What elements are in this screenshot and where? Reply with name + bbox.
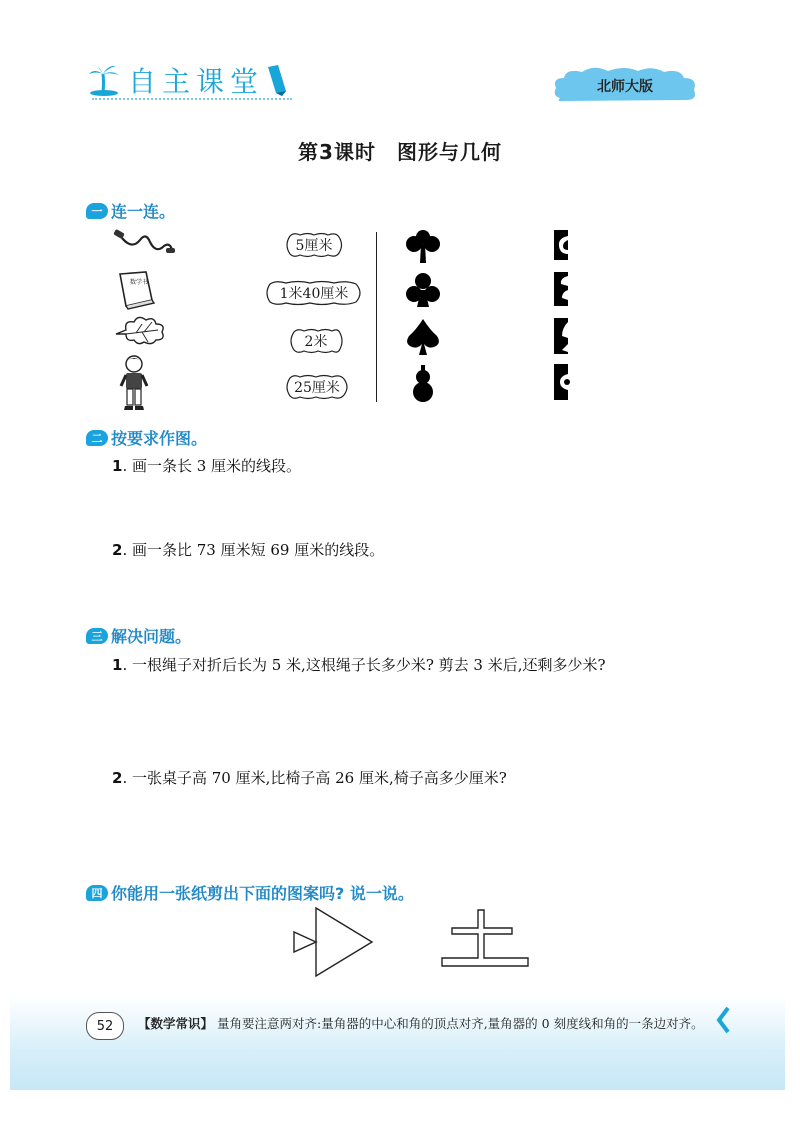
- section-3-badge: 三: [86, 628, 108, 644]
- spade-shape[interactable]: [406, 318, 440, 356]
- header-dotted-line: [92, 98, 292, 100]
- length-option-4-label: 25厘米: [294, 380, 340, 396]
- palm-tree-icon: [86, 62, 122, 98]
- question-number: 2: [112, 541, 123, 559]
- edition-badge: [552, 66, 698, 106]
- arrow-triangle-figure: [288, 906, 378, 978]
- math-tip: [138, 1012, 718, 1036]
- header-logo: [86, 58, 290, 102]
- logo-text: 自主课堂: [128, 65, 265, 98]
- earth-character-figure: [438, 906, 534, 970]
- question-text: . 一根绳子对折后长为 5 米,这根绳子长多少米? 剪去 3 米后,还剩多少米?: [122, 656, 606, 674]
- club-shape[interactable]: [405, 272, 441, 308]
- section-3-title: 解决问题。: [111, 627, 192, 646]
- length-option-3[interactable]: [288, 328, 344, 354]
- question-number: 2: [112, 769, 123, 787]
- math-tip-text: 量角要注意两对齐:量角器的中心和角的顶点对齐,量角器的 0 刻度线和角的一条边对齐。: [217, 1016, 704, 1031]
- column-divider: [376, 232, 377, 402]
- section-4-title: 你能用一张纸剪出下面的图案吗? 说一说。: [111, 884, 414, 903]
- footer-band: [10, 996, 785, 1090]
- section-4-heading: [86, 881, 414, 904]
- section-2-question-1: [112, 455, 301, 476]
- length-option-2[interactable]: [264, 280, 364, 306]
- question-number: 1: [112, 457, 123, 475]
- length-option-4[interactable]: [284, 374, 350, 400]
- book-label: 数学书: [130, 279, 149, 286]
- half-shape-3[interactable]: [554, 318, 572, 354]
- question-text: . 一张桌子高 70 厘米,比椅子高 26 厘米,椅子高多少厘米?: [122, 769, 507, 787]
- lesson-title: 第3课时 图形与几何: [298, 140, 502, 164]
- half-shape-4[interactable]: [554, 364, 572, 400]
- half-shape-2[interactable]: [554, 272, 572, 306]
- pencil-icon: [264, 63, 290, 97]
- section-3-heading: [86, 624, 191, 647]
- length-option-1-label: 5厘米: [295, 238, 333, 254]
- length-option-3-label: 2米: [304, 334, 328, 350]
- section-2-title: 按要求作图。: [111, 429, 208, 448]
- boy-icon: [118, 354, 150, 412]
- section-4-badge: 四: [86, 885, 108, 901]
- section-2-badge: 二: [86, 430, 108, 446]
- jump-rope-icon: [112, 228, 176, 258]
- chevron-left-icon: [716, 1006, 730, 1034]
- leaf-icon: [112, 312, 168, 348]
- question-text: . 画一条比 73 厘米短 69 厘米的线段。: [122, 541, 385, 559]
- length-option-1[interactable]: [284, 232, 344, 258]
- section-3-question-2: [112, 767, 507, 788]
- math-book-icon: [116, 270, 156, 310]
- shamrock-shape[interactable]: [404, 230, 442, 264]
- section-1-title: 连一连。: [111, 202, 176, 221]
- math-tip-tag: 【数学常识】: [138, 1016, 214, 1031]
- half-shape-1[interactable]: [554, 230, 572, 260]
- section-3-question-1: [112, 654, 606, 675]
- section-2-question-2: [112, 539, 384, 560]
- section-1-heading: [86, 199, 175, 222]
- section-2-heading: [86, 426, 207, 449]
- page-number: 52: [86, 1012, 124, 1040]
- gourd-shape[interactable]: [408, 364, 438, 402]
- question-number: 1: [112, 656, 123, 674]
- edition-label: 北师大版: [597, 79, 653, 95]
- section-1-badge: 一: [86, 203, 108, 219]
- length-option-2-label: 1米40厘米: [279, 286, 349, 302]
- question-text: . 画一条长 3 厘米的线段。: [122, 457, 302, 475]
